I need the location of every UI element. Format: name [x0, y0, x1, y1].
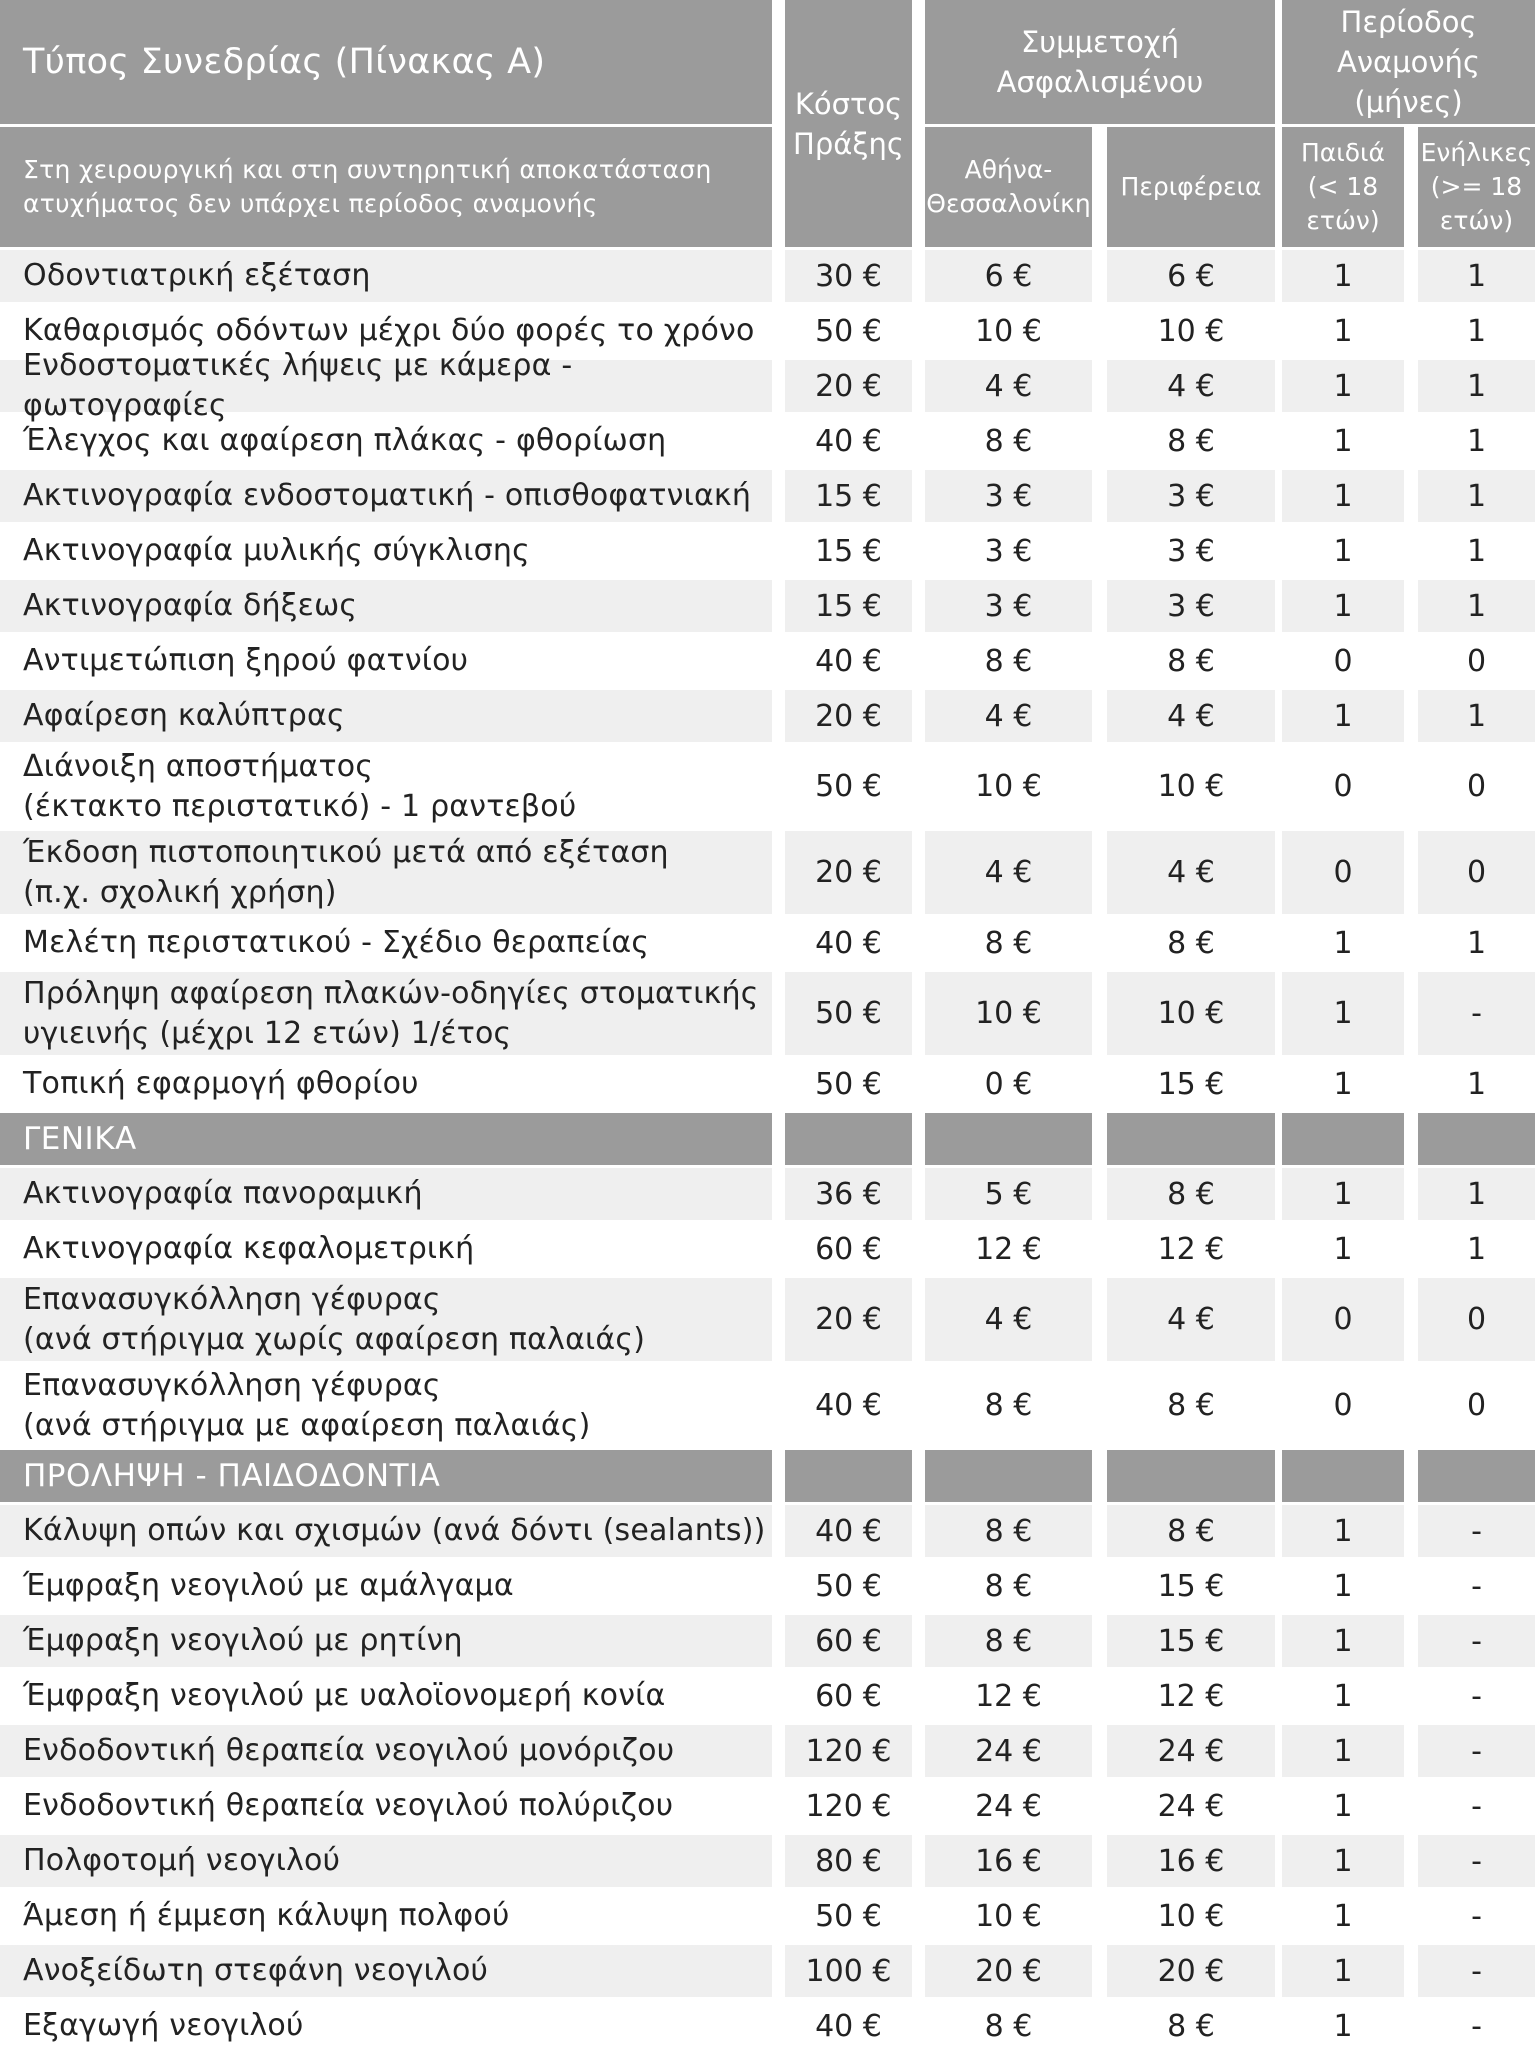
cost-cell: 20 € [785, 690, 912, 742]
section-filler [1282, 1450, 1404, 1502]
cost-cell: 60 € [815, 1678, 882, 1714]
region-participation-cell: 10 € [1157, 1898, 1225, 1934]
procedure-name [0, 470, 772, 522]
kids-waiting-cell: 1 [1333, 1066, 1353, 1102]
procedure-line: Έλεγχος και αφαίρεση πλάκας - φθορίωση [23, 423, 667, 458]
waiting-group-header: Περίοδος Αναμονής (μήνες) [1282, 0, 1535, 124]
kids-waiting-cell: 1 [1333, 1788, 1353, 1824]
region-participation-cell: 6 € [1107, 250, 1275, 302]
region-participation-cell: 15 € [1157, 1066, 1225, 1102]
kids-waiting-cell: 1 [1333, 423, 1353, 459]
adults-waiting-cell: 1 [1466, 533, 1487, 569]
adults-waiting-cell: 1 [1418, 690, 1535, 742]
table-row [0, 2000, 1535, 2052]
region-participation-cell: 4 € [1107, 1278, 1275, 1361]
cost-cell: 60 € [785, 1615, 912, 1667]
cost-cell: 50 € [815, 1898, 882, 1934]
adults-waiting-cell: - [1418, 1835, 1535, 1887]
section-filler [925, 1450, 1092, 1502]
procedure-name [0, 917, 772, 969]
table-row [0, 1168, 1535, 1220]
procedure-line: Αντιμετώπιση ξηρού φατνίου [23, 643, 469, 678]
region-participation-cell: 24 € [1107, 1725, 1275, 1777]
adults-waiting-cell: 0 [1466, 1388, 1487, 1423]
athens-participation-cell: 12 € [975, 1231, 1042, 1267]
table-row [0, 1725, 1535, 1777]
procedure-name [0, 690, 772, 742]
procedure-line: Έμφραξη νεογιλού με αμάλγαμα [23, 1568, 514, 1603]
kids-waiting-cell: 1 [1333, 1678, 1353, 1714]
cost-cell: 120 € [785, 1725, 912, 1777]
cost-cell: 40 € [815, 1388, 882, 1423]
section-filler [1107, 1450, 1275, 1502]
procedure-line: Ενδοδοντική θεραπεία νεογιλού πολύριζου [23, 1788, 674, 1823]
procedure-line: Πολφοτομή νεογιλού [23, 1843, 341, 1878]
procedure-name [0, 1725, 772, 1777]
region-participation-cell: 12 € [1157, 1231, 1225, 1267]
table-row [0, 831, 1535, 914]
athens-participation-cell: 10 € [975, 1898, 1042, 1934]
region-participation-cell: 3 € [1107, 580, 1275, 632]
athens-participation-cell: 10 € [975, 769, 1042, 804]
kids-waiting-cell: 1 [1282, 360, 1404, 412]
procedure-line: Επανασυγκόλληση γέφυρας [23, 1367, 441, 1403]
section-filler [925, 1113, 1092, 1165]
region-participation-cell: 8 € [1167, 2008, 1215, 2044]
athens-participation-cell: 3 € [984, 533, 1033, 569]
adults-waiting-cell: 1 [1418, 470, 1535, 522]
region-participation-cell: 8 € [1167, 423, 1215, 459]
athens-participation-cell: 4 € [925, 360, 1092, 412]
athens-participation-cell: 5 € [925, 1168, 1092, 1220]
procedure-line: Έκδοση πιστοποιητικού μετά από εξέταση [23, 834, 669, 870]
athens-participation-cell: 3 € [925, 470, 1092, 522]
table-row [0, 1780, 1535, 1832]
section-filler [1282, 1113, 1404, 1165]
procedure-line: Αφαίρεση καλύπτρας [23, 698, 345, 733]
procedure-name [0, 250, 772, 302]
region-participation-cell: 12 € [1157, 1678, 1225, 1714]
kids-waiting-cell: 1 [1333, 533, 1353, 569]
adults-waiting-cell: 1 [1466, 1066, 1487, 1102]
procedure-name [0, 635, 772, 687]
table-row [0, 415, 1535, 467]
procedure-line: Ανοξείδωτη στεφάνη νεογιλού [23, 1953, 489, 1988]
kids-waiting-cell: 0 [1282, 831, 1404, 914]
cost-cell: 20 € [785, 1278, 912, 1361]
kids-waiting-cell: 1 [1333, 925, 1353, 961]
cost-cell: 60 € [815, 1231, 882, 1267]
athens-participation-cell: 4 € [925, 1278, 1092, 1361]
procedure-line: (έκτακτο περιστατικό) - 1 ραντεβού [23, 788, 577, 824]
region-participation-cell: 24 € [1157, 1788, 1225, 1824]
athens-participation-cell: 6 € [925, 250, 1092, 302]
kids-waiting-cell: 1 [1282, 1945, 1404, 1997]
athens-participation-cell: 16 € [925, 1835, 1092, 1887]
adults-waiting-cell: 1 [1466, 1231, 1487, 1267]
kids-waiting-cell: 1 [1282, 250, 1404, 302]
cost-cell: 20 € [785, 360, 912, 412]
kids-waiting-cell: 1 [1282, 690, 1404, 742]
cost-cell: 80 € [785, 1835, 912, 1887]
table-row [0, 635, 1535, 687]
cost-column-header: Κόστος Πράξης [785, 0, 912, 247]
participation-group-header: Συμμετοχή Ασφαλισμένου [925, 0, 1275, 124]
table-row [0, 1945, 1535, 1997]
procedure-name [0, 1223, 772, 1275]
procedure-name [0, 415, 772, 467]
kids-waiting-cell: 1 [1282, 1505, 1404, 1557]
kids-waiting-cell: 0 [1333, 643, 1353, 679]
adults-waiting-cell: 0 [1466, 643, 1487, 679]
section-filler [1418, 1450, 1535, 1502]
table-row [0, 1615, 1535, 1667]
procedure-line: Έμφραξη νεογιλού με υαλοϊονομερή κονία [23, 1678, 666, 1713]
athens-participation-cell: 8 € [984, 423, 1033, 459]
kids-waiting-cell: 1 [1282, 470, 1404, 522]
procedure-name [0, 1670, 772, 1722]
region-participation-cell: 8 € [1167, 643, 1215, 679]
region-participation-cell: 4 € [1107, 831, 1275, 914]
region-participation-cell: 8 € [1167, 1388, 1215, 1423]
procedure-line: Οδοντιατρική εξέταση [23, 258, 371, 293]
cost-cell: 40 € [815, 925, 882, 961]
cost-cell: 50 € [815, 769, 882, 804]
kids-waiting-cell: 0 [1333, 1388, 1353, 1423]
section-filler [785, 1113, 912, 1165]
cost-cell: 50 € [815, 313, 882, 349]
procedure-line: Διάνοιξη αποστήματος [23, 748, 374, 784]
procedure-name [0, 831, 772, 914]
procedure-line: (ανά στήριγμα χωρίς αφαίρεση παλαιάς) [23, 1321, 646, 1357]
procedure-name [0, 972, 772, 1055]
table-title: Τύπος Συνεδρίας (Πίνακας Α) [0, 0, 772, 124]
cost-cell: 40 € [815, 643, 882, 679]
region-participation-cell: 10 € [1107, 972, 1275, 1055]
adults-waiting-cell: 0 [1418, 831, 1535, 914]
kids-waiting-cell: 1 [1333, 1898, 1353, 1934]
athens-participation-cell: 24 € [925, 1725, 1092, 1777]
athens-participation-cell: 12 € [975, 1678, 1042, 1714]
procedure-line: ΠΡΟΛΗΨΗ - ΠΑΙΔΟΔΟΝΤΙΑ [23, 1458, 441, 1494]
table-row [0, 745, 1535, 828]
athens-participation-cell: 8 € [984, 2008, 1033, 2044]
procedure-line: (π.χ. σχολική χρήση) [23, 874, 337, 910]
region-participation-cell: 8 € [1167, 925, 1215, 961]
kids-waiting-cell: 1 [1282, 972, 1404, 1055]
adults-waiting-cell: - [1471, 2008, 1482, 2044]
adults-waiting-cell: - [1418, 1725, 1535, 1777]
table-row [0, 250, 1535, 302]
adults-waiting-cell: 1 [1466, 925, 1487, 961]
adults-waiting-cell: 1 [1418, 250, 1535, 302]
adults-waiting-cell: 1 [1418, 580, 1535, 632]
section-row [0, 1113, 1535, 1165]
table-row [0, 1364, 1535, 1447]
adults-waiting-cell: - [1418, 1505, 1535, 1557]
cost-cell: 36 € [785, 1168, 912, 1220]
region-participation-cell: 4 € [1107, 360, 1275, 412]
adults-waiting-cell: - [1418, 1945, 1535, 1997]
kids-waiting-cell: 1 [1333, 1231, 1353, 1267]
kids-column-header: Παιδιά (< 18 ετών) [1282, 127, 1404, 247]
adults-waiting-cell: - [1471, 1568, 1482, 1604]
procedure-line: Ακτινογραφία δήξεως [23, 588, 358, 623]
table-row [0, 525, 1535, 577]
athens-participation-cell: 8 € [984, 1388, 1033, 1423]
procedure-line: Εξαγωγή νεογιλού [23, 2008, 304, 2043]
procedure-line: (ανά στήριγμα με αφαίρεση παλαιάς) [23, 1407, 591, 1443]
kids-waiting-cell: 1 [1282, 580, 1404, 632]
procedure-name [0, 525, 772, 577]
athens-participation-cell: 8 € [925, 1505, 1092, 1557]
procedure-line: Ενδοδοντική θεραπεία νεογιλού μονόριζου [23, 1733, 675, 1768]
region-participation-cell: 15 € [1157, 1568, 1225, 1604]
athens-participation-cell: 8 € [984, 1568, 1033, 1604]
athens-participation-cell: 0 € [984, 1066, 1033, 1102]
procedure-name [0, 348, 772, 423]
cost-cell: 40 € [785, 1505, 912, 1557]
procedure-line: Επανασυγκόλληση γέφυρας [23, 1281, 441, 1317]
procedure-name [0, 1780, 772, 1832]
procedure-name [0, 580, 772, 632]
table-row [0, 1560, 1535, 1612]
section-title [0, 1113, 772, 1165]
region-participation-cell: 3 € [1107, 470, 1275, 522]
procedure-line: ΓΕΝΙΚΑ [23, 1121, 137, 1157]
procedure-line: Μελέτη περιστατικού - Σχέδιο θεραπείας [23, 925, 650, 960]
table-row [0, 1223, 1535, 1275]
procedure-line: Έμφραξη νεογιλού με ρητίνη [23, 1623, 463, 1658]
athens-participation-cell: 24 € [975, 1788, 1042, 1824]
cost-cell: 120 € [805, 1788, 892, 1824]
cost-cell: 40 € [815, 423, 882, 459]
procedure-line: Ακτινογραφία κεφαλομετρική [23, 1231, 475, 1266]
region-participation-cell: 16 € [1107, 1835, 1275, 1887]
region-participation-cell: 10 € [1157, 769, 1225, 804]
adults-waiting-cell: 1 [1466, 313, 1487, 349]
kids-waiting-cell: 0 [1333, 769, 1353, 804]
adults-waiting-cell: - [1418, 972, 1535, 1055]
region-participation-cell: 3 € [1167, 533, 1215, 569]
procedure-name [0, 1278, 772, 1361]
adults-waiting-cell: 1 [1466, 423, 1487, 459]
adults-column-header: Ενήλικες (>= 18 ετών) [1418, 127, 1535, 247]
kids-waiting-cell: 1 [1282, 1615, 1404, 1667]
waiting-period-note [0, 127, 772, 247]
table-row [0, 1505, 1535, 1557]
note-line: Στη χειρουργική και στη συντηρητική αποκατάσταση [23, 155, 712, 184]
athens-participation-cell: 4 € [925, 831, 1092, 914]
kids-waiting-cell: 1 [1282, 1725, 1404, 1777]
procedure-name [0, 1364, 772, 1447]
table-row [0, 470, 1535, 522]
athens-participation-cell: 3 € [925, 580, 1092, 632]
table-row [0, 1835, 1535, 1887]
kids-waiting-cell: 1 [1333, 1568, 1353, 1604]
procedure-name [0, 1890, 772, 1942]
table-row [0, 1890, 1535, 1942]
athens-participation-cell: 8 € [984, 925, 1033, 961]
cost-cell: 50 € [815, 1568, 882, 1604]
cost-cell: 30 € [785, 250, 912, 302]
adults-waiting-cell: 0 [1418, 1278, 1535, 1361]
procedure-name [0, 1835, 772, 1887]
procedure-name [0, 2000, 772, 2052]
procedure-name [0, 1058, 772, 1110]
note-line: ατυχήματος δεν υπάρχει περίοδος αναμονής [23, 189, 598, 218]
table-row [0, 972, 1535, 1055]
table-row [0, 1278, 1535, 1361]
athens-participation-cell: 20 € [925, 1945, 1092, 1997]
adults-waiting-cell: - [1471, 1678, 1482, 1714]
kids-waiting-cell: 0 [1282, 1278, 1404, 1361]
athens-participation-cell: 10 € [975, 313, 1042, 349]
procedure-name [0, 1505, 772, 1557]
procedure-line: Κάλυψη οπών και σχισμών (ανά δόντι (sealants)) [23, 1513, 766, 1548]
procedure-name [0, 1168, 772, 1220]
section-filler [1107, 1113, 1275, 1165]
cost-cell: 50 € [815, 1066, 882, 1102]
table-row [0, 1670, 1535, 1722]
section-title [0, 1450, 772, 1502]
procedure-line: Ακτινογραφία ενδοστοματική - οπισθοφατνιακή [23, 478, 752, 513]
region-participation-cell: 8 € [1107, 1505, 1275, 1557]
procedure-line: υγιεινής (μέχρι 12 ετών) 1/έτος [23, 1015, 512, 1051]
procedure-name [0, 1560, 772, 1612]
athens-column-header: Αθήνα- Θεσσαλονίκη [925, 127, 1092, 247]
region-participation-cell: 20 € [1107, 1945, 1275, 1997]
procedure-line: Πρόληψη αφαίρεση πλακών-οδηγίες στοματικής [23, 975, 759, 1011]
adults-waiting-cell: 1 [1418, 1168, 1535, 1220]
cost-cell: 15 € [815, 533, 882, 569]
cost-cell: 20 € [785, 831, 912, 914]
kids-waiting-cell: 1 [1333, 313, 1353, 349]
adults-waiting-cell: 1 [1418, 360, 1535, 412]
table-row [0, 917, 1535, 969]
procedure-line: Ενδοστοματικές λήψεις με κάμερα - φωτογραφίες [23, 348, 573, 423]
cost-cell: 15 € [785, 580, 912, 632]
kids-waiting-cell: 1 [1282, 1168, 1404, 1220]
table-row [0, 1058, 1535, 1110]
athens-participation-cell: 4 € [925, 690, 1092, 742]
adults-waiting-cell: - [1471, 1898, 1482, 1934]
cost-cell: 100 € [785, 1945, 912, 1997]
athens-participation-cell: 10 € [925, 972, 1092, 1055]
cost-cell: 40 € [815, 2008, 882, 2044]
procedure-line: Ακτινογραφία μυλικής σύγκλισης [23, 533, 530, 568]
section-filler [785, 1450, 912, 1502]
region-participation-cell: 15 € [1107, 1615, 1275, 1667]
table-row [0, 348, 1535, 423]
section-row [0, 1450, 1535, 1502]
procedure-line: Ακτινογραφία πανοραμική [23, 1176, 423, 1211]
procedure-name [0, 745, 772, 828]
kids-waiting-cell: 1 [1333, 2008, 1353, 2044]
table-row [0, 690, 1535, 742]
athens-participation-cell: 8 € [925, 1615, 1092, 1667]
table-row [0, 580, 1535, 632]
procedure-line: Καθαρισμός οδόντων μέχρι δύο φορές το χρόνο [23, 313, 755, 348]
procedure-name [0, 1615, 772, 1667]
cost-cell: 15 € [785, 470, 912, 522]
procedure-line: Άμεση ή έμμεση κάλυψη πολφού [23, 1898, 510, 1933]
region-participation-cell: 8 € [1107, 1168, 1275, 1220]
region-column-header: Περιφέρεια [1107, 127, 1275, 247]
athens-participation-cell: 8 € [984, 643, 1033, 679]
region-participation-cell: 10 € [1157, 313, 1225, 349]
adults-waiting-cell: - [1418, 1615, 1535, 1667]
procedure-name [0, 1945, 772, 1997]
kids-waiting-cell: 1 [1282, 1835, 1404, 1887]
adults-waiting-cell: - [1471, 1788, 1482, 1824]
region-participation-cell: 4 € [1107, 690, 1275, 742]
adults-waiting-cell: 0 [1466, 769, 1487, 804]
cost-cell: 50 € [785, 972, 912, 1055]
procedure-line: Τοπική εφαρμογή φθορίου [23, 1066, 419, 1101]
section-filler [1418, 1113, 1535, 1165]
